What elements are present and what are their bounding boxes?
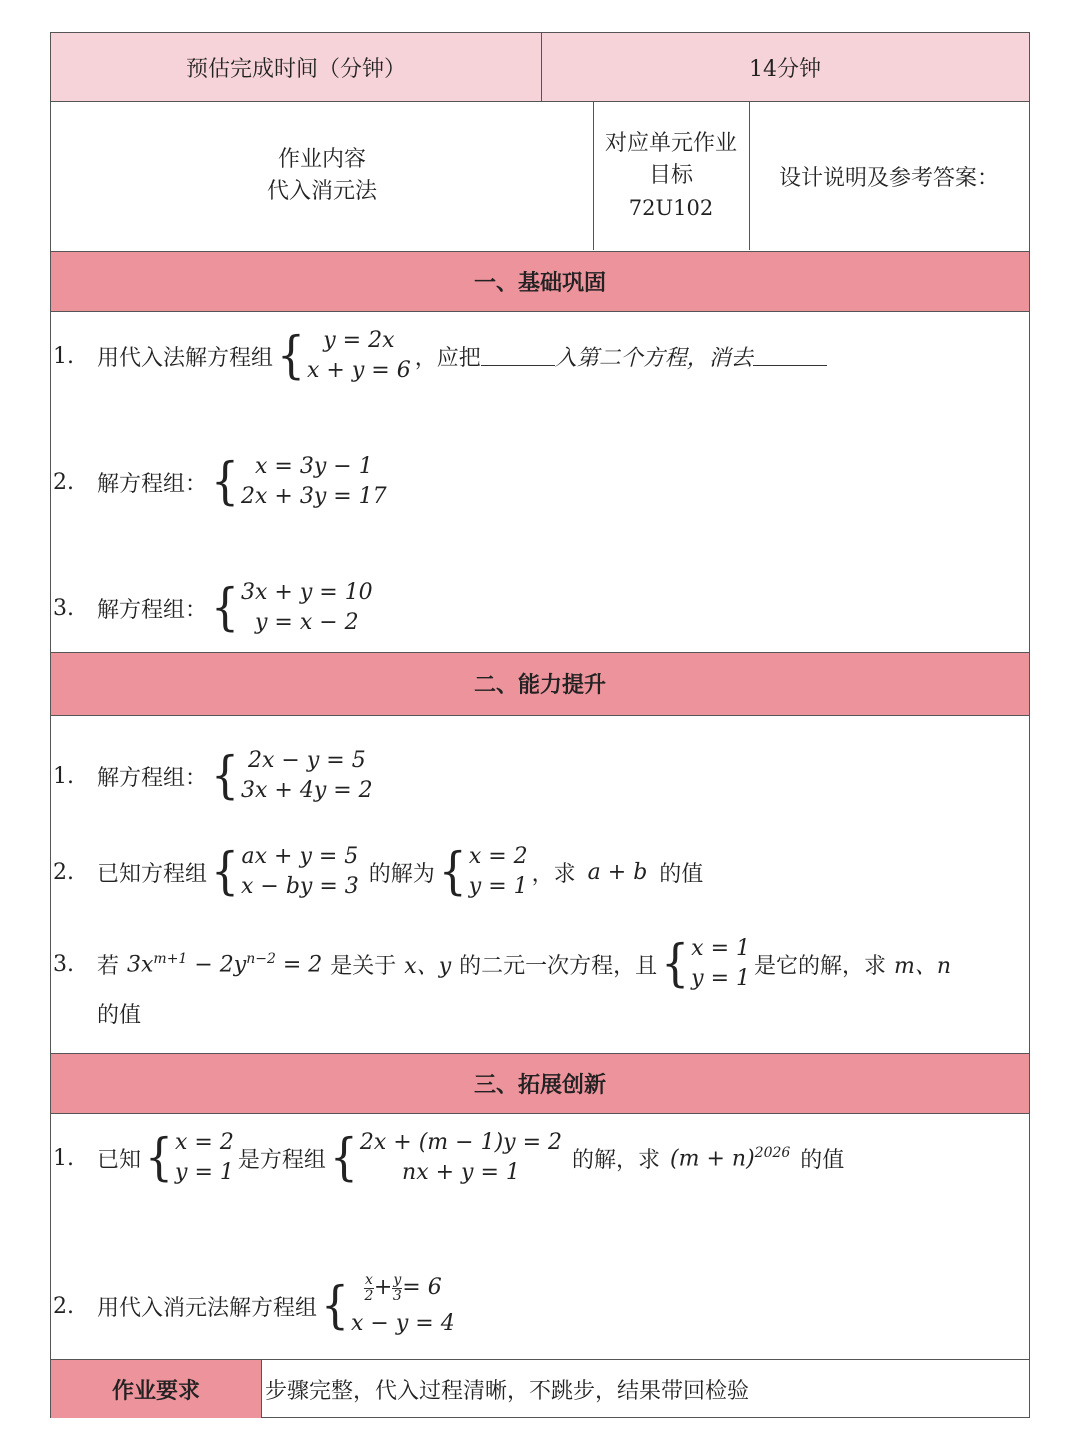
question-text: 入第二个方程，消去: [554, 345, 753, 371]
solution-system: [145, 1128, 234, 1188]
equation-system: [211, 452, 387, 512]
equation: x + y = 6: [307, 358, 411, 383]
question-1-3: [51, 578, 377, 638]
question-number: 1.: [53, 763, 74, 789]
answer-blank[interactable]: [753, 347, 827, 366]
brace-icon: {: [145, 1128, 174, 1187]
requirements-label: 作业要求: [51, 1360, 261, 1418]
brace-icon: {: [321, 1276, 350, 1335]
question-text: 用代入法解方程组: [97, 345, 274, 371]
section-header: [51, 652, 1029, 715]
question-number: 2.: [53, 469, 74, 495]
goal-label-2: 目标: [648, 163, 693, 188]
question-text: 解方程组：: [97, 471, 208, 497]
question-number: 3.: [53, 951, 74, 977]
requirements-row: [51, 1359, 1029, 1417]
question-1-2: [51, 452, 391, 512]
solution-system: [439, 842, 528, 902]
variables: m、n: [894, 953, 952, 979]
question-text: ，求: [531, 861, 576, 887]
equation-system: [330, 1128, 562, 1188]
question-text: 用代入消元法解方程组: [97, 1295, 318, 1321]
goal-code: 72U102: [628, 196, 714, 220]
question-text: 解方程组：: [97, 597, 208, 623]
brace-icon: {: [277, 326, 306, 385]
equation: x = 2: [175, 1130, 234, 1155]
question-text: 若: [97, 953, 120, 979]
question-text: 解方程组：: [97, 765, 208, 791]
goal-label: 对应单元作业: [604, 131, 737, 156]
content-row: [51, 101, 1029, 251]
equation: x = 3y − 1: [255, 454, 373, 479]
question-2-2: [51, 842, 703, 902]
section-title: 三、拓展创新: [473, 1072, 606, 1098]
time-label: 预估完成时间（分钟）: [185, 56, 406, 82]
question-text: 是方程组: [237, 1147, 326, 1173]
equation: 3x + y = 10: [241, 580, 373, 605]
equation: 3x + 4y = 2: [241, 778, 373, 803]
content-topic: 代入消元法: [266, 179, 377, 204]
section-header: [51, 1053, 1029, 1113]
equation: y = 2x: [323, 328, 395, 353]
equation-system: [211, 842, 359, 902]
equation: x − y = 4: [351, 1311, 455, 1336]
expression: a + b: [587, 859, 648, 885]
answer-blank[interactable]: [481, 347, 555, 366]
question-number: 1.: [53, 343, 74, 369]
equation: x − by = 3: [241, 874, 359, 899]
brace-icon: {: [211, 578, 240, 637]
brace-icon: {: [211, 452, 240, 511]
brace-icon: {: [661, 934, 690, 993]
equation: 2x − y = 5: [248, 748, 366, 773]
requirements-text: 步骤完整，代入过程清晰，不跳步，结果带回检验: [265, 1378, 750, 1404]
question-text: 已知方程组: [97, 861, 208, 887]
section-body: [51, 1113, 1029, 1359]
equation: x = 1: [691, 936, 750, 961]
equation: x = 2: [468, 844, 528, 869]
equation: 2x + 3y = 17: [241, 484, 387, 509]
equation-system: [211, 578, 373, 638]
brace-icon: {: [438, 842, 467, 901]
question-3-2: [51, 1270, 459, 1342]
equation: ax + y = 5: [241, 844, 359, 869]
divider: [261, 1360, 262, 1418]
equation: y = 1: [691, 966, 751, 991]
question-text: ，应把: [414, 345, 481, 371]
solution-system: [661, 934, 750, 994]
section-header: [51, 251, 1029, 311]
question-text: 已知: [97, 1147, 142, 1173]
brace-icon: {: [211, 842, 240, 901]
question-text: 的解，求: [572, 1147, 661, 1173]
question-text: 的值: [97, 1003, 142, 1028]
section-title: 一、基础巩固: [473, 270, 606, 296]
equation-system: [321, 1270, 455, 1342]
question-2-3: [51, 934, 1026, 1029]
question-3-1: [51, 1128, 844, 1188]
time-row: [51, 33, 1029, 101]
question-text: 的值: [659, 861, 704, 887]
question-number: 1.: [53, 1145, 74, 1171]
variables: x、y: [404, 953, 452, 979]
goal-cell: [593, 102, 749, 250]
expression: $(m + n)^{2026}$: [670, 1144, 791, 1172]
equation: y = 1: [468, 874, 528, 899]
equation-system: [277, 326, 411, 386]
section-title: 二、能力提升: [473, 673, 606, 698]
section-body: [51, 715, 1029, 1053]
brace-icon: {: [329, 1128, 358, 1187]
equation: $\frac{x}{2}$ + $\frac{y}{3}$ = 6: [364, 1271, 442, 1304]
question-text: 的值: [800, 1147, 845, 1173]
equation: y = 1: [175, 1160, 234, 1185]
equation: nx + y = 1: [402, 1160, 520, 1185]
question-number: 3.: [53, 595, 74, 621]
worksheet: [50, 32, 1030, 1418]
question-number: 2.: [53, 1293, 74, 1319]
question-text: 是关于: [330, 953, 397, 979]
question-2-1: [51, 746, 377, 806]
question-text: 是它的解，求: [754, 953, 887, 979]
question-1-1: [51, 326, 827, 386]
question-number: 2.: [53, 859, 74, 885]
brace-icon: {: [211, 746, 240, 805]
question-text: 的二元一次方程，且: [459, 953, 658, 979]
equation: $3x^{m+1} - 2y^{n-2} = 2$: [127, 950, 323, 978]
content-title: 作业内容: [277, 147, 366, 172]
equation: y = x − 2: [255, 610, 359, 635]
question-text: 的解为: [368, 861, 435, 887]
equation: 2x + (m − 1)y = 2: [359, 1130, 563, 1155]
content-cell: [51, 102, 593, 250]
equation-system: [211, 746, 373, 806]
design-label: 设计说明及参考答案：: [778, 165, 999, 191]
time-value: 14分钟: [749, 56, 821, 82]
section-body: [51, 311, 1029, 652]
